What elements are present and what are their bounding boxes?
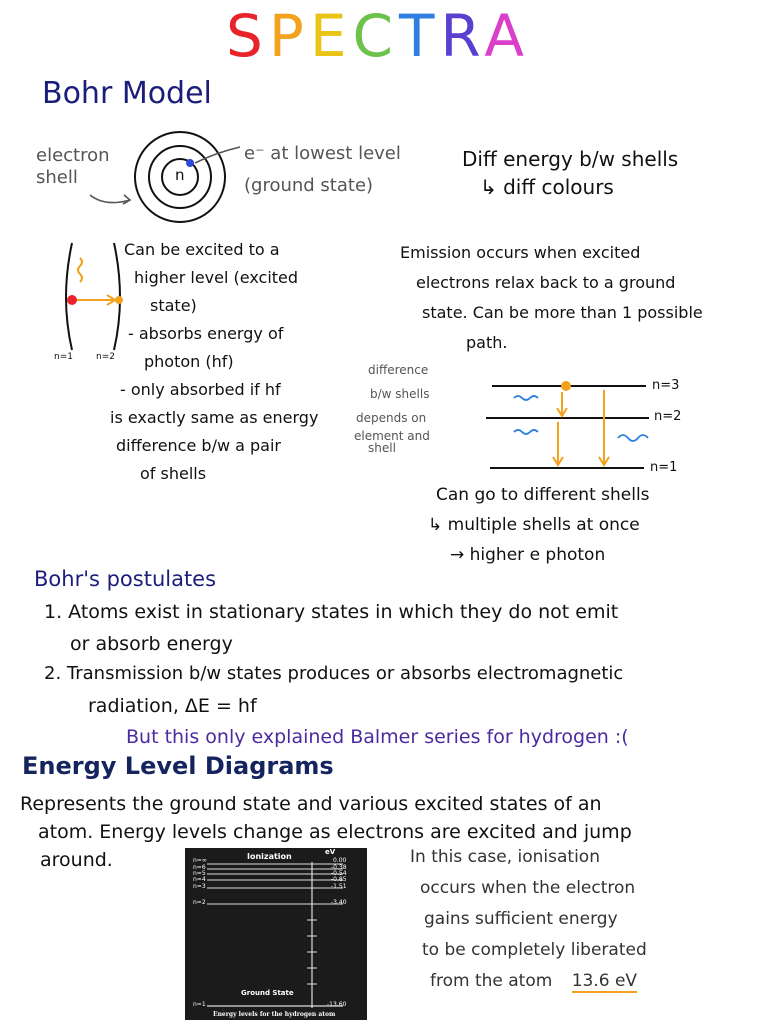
different-shells-line: Can go to different shells xyxy=(436,485,650,505)
emission-line: path. xyxy=(466,333,508,352)
ionization-label: Ionization xyxy=(247,852,292,861)
description-line: around. xyxy=(40,849,113,871)
photon-wave-3 xyxy=(618,435,648,441)
excite-line: - only absorbed if hf xyxy=(120,380,281,399)
page-title xyxy=(226,2,530,70)
difference-line: shell xyxy=(368,441,396,455)
shell-pointer-arrow xyxy=(90,195,130,203)
excite-line: state) xyxy=(150,296,197,315)
level-label-n2: n=2 xyxy=(193,899,206,906)
diff-energy-line1: Diff energy b/w shells xyxy=(462,147,679,171)
photon-squiggle xyxy=(78,258,82,282)
description-line: atom. Energy levels change as electrons are excited and jump xyxy=(38,821,632,843)
value-label-1: -0.38 xyxy=(331,864,347,871)
unit-label: eV xyxy=(325,848,336,856)
ionisation-line: gains sufficient energy xyxy=(424,909,618,929)
postulate-1-line2: or absorb energy xyxy=(70,633,233,655)
emission-notes xyxy=(400,238,703,358)
different-shells-line: → higher e photon xyxy=(450,545,606,565)
diff-energy-line2: ↳ diff colours xyxy=(480,175,614,199)
value-label-2: -0.54 xyxy=(331,870,347,877)
level-label-n5: n=5 xyxy=(193,870,206,877)
excite-line: higher level (excited xyxy=(134,268,299,287)
level-label-n3: n=3 xyxy=(193,883,206,890)
electron-shell-label: electron shell xyxy=(36,145,110,188)
postulate-2-line2: radiation, ΔE = hf xyxy=(88,695,257,717)
postulate-1-line1: 1. Atoms exist in stationary states in which they do not emit xyxy=(44,601,619,623)
bohr-model-heading: Bohr Model xyxy=(42,76,212,111)
difference-line: difference xyxy=(368,363,429,377)
figure-caption: Energy levels for the hydrogen atom xyxy=(213,1011,336,1018)
level-label-n1: n=1 xyxy=(650,460,678,475)
different-shells-note xyxy=(428,480,650,570)
ionisation-value: 13.6 eV xyxy=(571,971,638,991)
value-label-0: 0.00 xyxy=(333,857,347,864)
energy-level-heading: Energy Level Diagrams xyxy=(22,752,334,780)
title-letter-a: A xyxy=(484,2,531,70)
difference-line: depends on xyxy=(356,411,427,425)
emission-line: state. Can be more than 1 possible xyxy=(422,303,703,322)
n1-label: n=1 xyxy=(54,352,73,362)
postulate-2-line1: 2. Transmission b/w states produces or absorbs electromagnetic xyxy=(44,663,624,684)
emission-line: electrons relax back to a ground xyxy=(416,273,676,292)
title-letter-c: C xyxy=(352,2,399,70)
excite-line: of shells xyxy=(140,464,207,483)
bohr-atom-diagram xyxy=(80,125,260,225)
difference-note xyxy=(352,358,430,454)
ionisation-note xyxy=(410,842,647,997)
level-label-n1: n=1 xyxy=(193,1001,206,1008)
ionisation-line: to be completely liberated xyxy=(422,940,647,960)
diff-energy-note xyxy=(462,145,678,201)
different-shells-line: ↳ multiple shells at once xyxy=(428,515,640,535)
value-label-4: -1.51 xyxy=(331,883,347,890)
value-label-5: -3.40 xyxy=(331,899,347,906)
level-label-n6: n=6 xyxy=(193,864,206,871)
title-letter-r: R xyxy=(440,2,485,70)
excite-line: difference b/w a pair xyxy=(116,436,281,455)
ionisation-last-line: from the atom xyxy=(430,971,553,991)
electron-ground xyxy=(67,295,77,305)
ground-electron xyxy=(186,159,194,167)
postulates-heading: Bohr's postulates xyxy=(34,567,217,591)
n2-label: n=2 xyxy=(96,352,115,362)
title-letter-p: P xyxy=(268,2,310,70)
title-letter-s: S xyxy=(226,2,269,70)
nucleus-label: n xyxy=(175,166,185,184)
balmer-note: But this only explained Balmer series for hydrogen :( xyxy=(126,726,629,748)
difference-line: element and xyxy=(354,429,430,443)
excite-line: photon (hf) xyxy=(144,352,234,371)
level-label-ninf: n=∞ xyxy=(193,857,207,864)
ionisation-line: occurs when the electron xyxy=(420,878,636,898)
photon-wave-1 xyxy=(514,396,538,400)
emission-line: Emission occurs when excited xyxy=(400,243,641,262)
level-label-n4: n=4 xyxy=(193,876,206,883)
hydrogen-energy-figure xyxy=(185,848,367,1020)
excitation-notes xyxy=(110,236,318,488)
ionisation-line xyxy=(430,966,647,997)
level-label-n2: n=2 xyxy=(654,409,682,424)
difference-line: b/w shells xyxy=(370,387,430,401)
excite-line: - absorbs energy of xyxy=(128,324,284,343)
excite-line: Can be excited to a xyxy=(124,240,280,259)
excited-electron xyxy=(561,381,571,391)
description-line: Represents the ground state and various excited states of an xyxy=(20,793,602,815)
photon-wave-2 xyxy=(514,430,538,434)
level-label-n3: n=3 xyxy=(652,378,680,393)
value-label-6: -13.60 xyxy=(327,1001,347,1008)
ground-state-label: Ground State xyxy=(241,989,294,997)
lowest-level-label: e⁻ at lowest level (ground state) xyxy=(244,143,401,196)
title-letter-e: E xyxy=(309,2,353,70)
ionisation-line: In this case, ionisation xyxy=(410,847,600,867)
excite-line: is exactly same as energy xyxy=(110,408,319,427)
title-letter-t: T xyxy=(398,2,441,70)
value-label-3: -0.85 xyxy=(331,876,347,883)
